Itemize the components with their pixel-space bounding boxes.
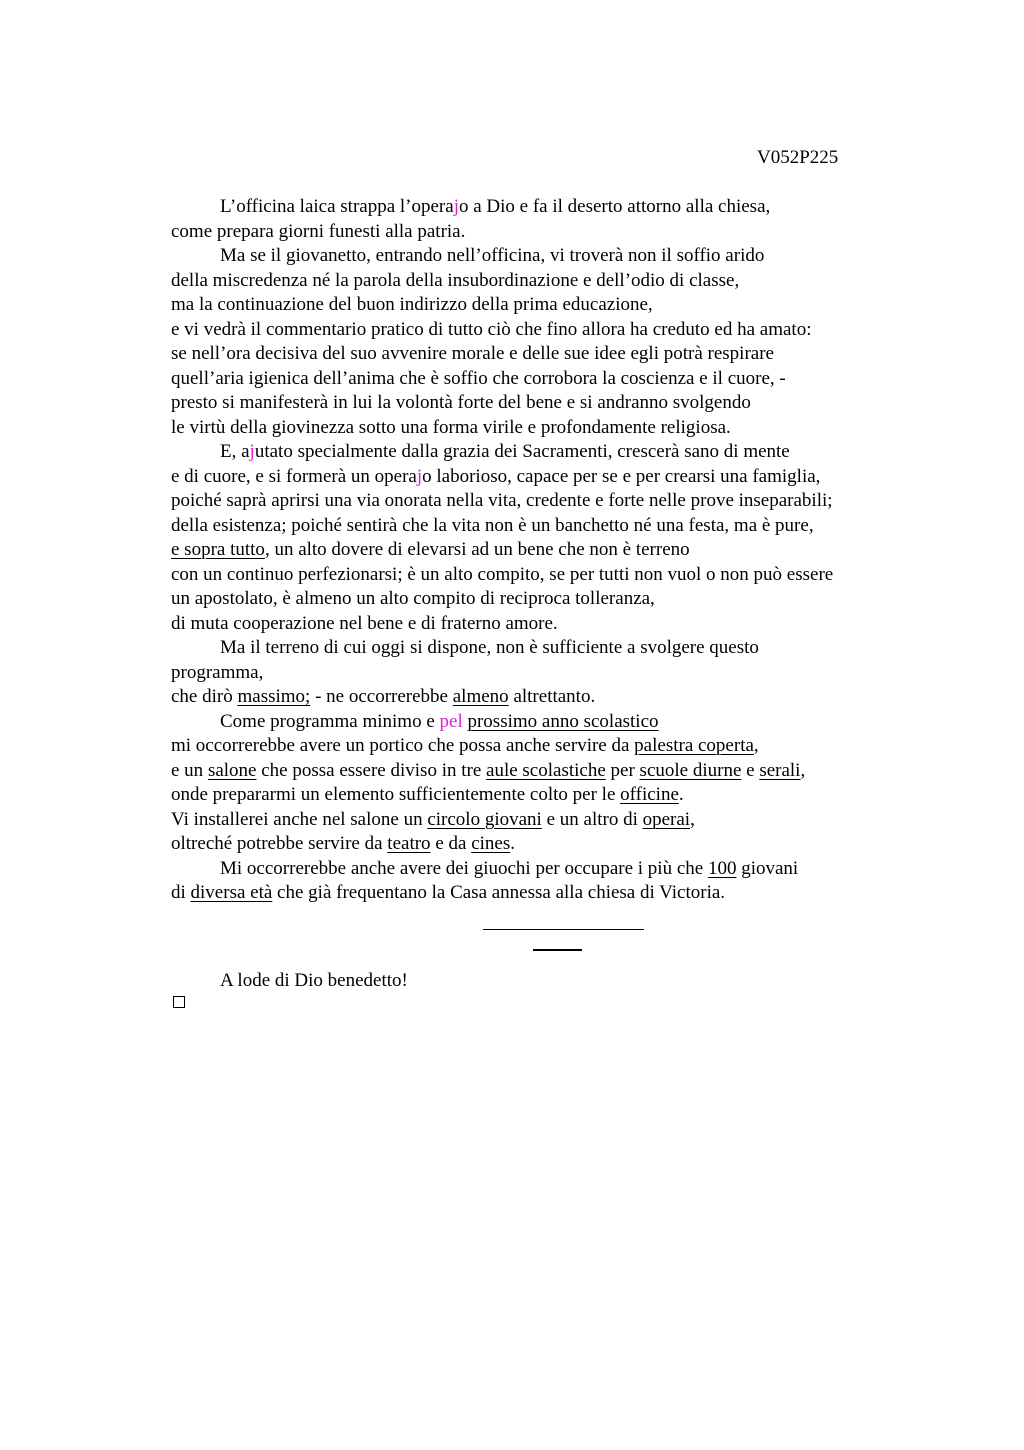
underlined-phrase: prossimo anno scolastico <box>467 710 659 732</box>
text-span: e un <box>171 759 208 781</box>
text-span: , un alto dovere di elevarsi ad un bene che non è terreno <box>264 539 690 560</box>
highlighted-letter: j <box>453 196 459 217</box>
underlined-phrase: cines <box>471 833 511 854</box>
underlined-phrase: diversa età <box>190 882 273 903</box>
text-span: Vi installerei anche nel salone un <box>171 808 428 830</box>
text-line: di muta cooperazione nel bene e di fraterno amore. <box>171 612 558 634</box>
text-span: che dirò <box>171 686 238 707</box>
text-line <box>171 710 911 735</box>
text-line <box>171 734 911 759</box>
text-line: presto si manifesterà in lui la volontà forte del bene e si andranno svolgendo <box>171 392 751 413</box>
empty-checkbox-icon <box>173 996 185 1008</box>
text-span: onde prepararmi un elemento sufficientemente colto per le <box>171 784 621 805</box>
text-span: Mi occorrerebbe anche avere dei giuochi per occupare i più che <box>220 857 708 879</box>
text-line <box>171 759 911 784</box>
text-line <box>171 685 911 710</box>
text-span: E, a <box>220 441 250 462</box>
underlined-phrase: officine <box>620 784 679 805</box>
section-divider-long <box>483 929 644 930</box>
underlined-phrase: circolo giovani <box>427 808 542 830</box>
highlighted-word: pel <box>439 710 463 732</box>
text-span: che già frequentano la Casa annessa alla chiesa di Victoria. <box>272 882 726 903</box>
text-span: . <box>678 784 684 805</box>
text-line <box>171 881 911 906</box>
underlined-phrase: 100 <box>707 857 737 879</box>
text-line <box>171 440 911 465</box>
text-line <box>171 832 911 857</box>
text-line: le virtù della giovinezza sotto una forma virile e profondamente religiosa. <box>171 416 731 438</box>
text-span: e da <box>430 833 472 854</box>
text-span: L’officina laica strappa l’opera <box>220 196 454 217</box>
text-line <box>171 465 911 490</box>
highlighted-letter: j <box>416 465 423 487</box>
highlighted-letter: j <box>249 441 255 462</box>
underlined-phrase: salone <box>207 759 257 781</box>
underlined-phrase: palestra coperta <box>634 735 754 756</box>
text-line: Ma se il giovanetto, entrando nell’officina, vi troverà non il soffio arido <box>220 245 765 266</box>
text-span: e <box>741 759 760 781</box>
text-span: utato specialmente dalla grazia dei Sacramenti, crescerà sano di mente <box>254 441 790 462</box>
text-line: della miscredenza né la parola della insubordinazione e dell’odio di classe, <box>171 269 740 291</box>
text-span: o a Dio e fa il deserto attorno alla chiesa, <box>458 196 771 217</box>
text-span: . <box>510 833 515 854</box>
text-line <box>171 538 911 563</box>
underlined-phrase: teatro <box>387 833 431 854</box>
text-span: e di cuore, e si formerà un opera <box>171 465 417 487</box>
text-line: quell’aria igienica dell’anima che è soffio che corrobora la coscienza e il cuore, - <box>171 367 786 389</box>
text-span: - ne occorrerebbe <box>310 686 453 707</box>
underlined-phrase: e sopra tutto <box>171 539 265 560</box>
text-line: se nell’ora decisiva del suo avvenire morale e delle sue idee egli potrà respirare <box>171 343 774 364</box>
text-line: e vi vedrà il commentario pratico di tutto ciò che fino allora ha creduto ed ha amato: <box>171 318 812 340</box>
text-line: come prepara giorni funesti alla patria. <box>171 220 466 242</box>
text-line: Ma il terreno di cui oggi si dispone, non è sufficiente a svolgere questo <box>220 637 759 658</box>
body-text <box>171 195 911 906</box>
text-line <box>171 783 911 808</box>
text-line <box>171 808 911 833</box>
text-line: poiché saprà aprirsi una via onorata nella vita, credente e forte nelle prove inseparabili; <box>171 490 833 511</box>
text-span: mi occorrerebbe avere un portico che possa anche servire da <box>171 735 635 756</box>
text-line: con un continuo perfezionarsi; è un alto compito, se per tutti non vuol o non può essere <box>171 563 834 585</box>
text-line <box>171 857 911 882</box>
text-line <box>171 195 911 220</box>
text-span: di <box>171 882 191 903</box>
underlined-phrase: serali <box>759 759 801 781</box>
closing-line: A lode di Dio benedetto! <box>220 970 408 991</box>
text-line: programma, <box>171 661 264 683</box>
underlined-phrase: massimo; <box>237 686 311 707</box>
text-span: che possa essere diviso in tre <box>256 759 487 781</box>
text-span: , <box>753 735 759 756</box>
text-span: altrettanto. <box>508 686 596 707</box>
text-span: , <box>800 759 806 781</box>
page-identifier: V052P225 <box>757 147 839 168</box>
text-span: e un altro di <box>541 808 643 830</box>
text-line: ma la continuazione del buon indirizzo della prima educazione, <box>171 294 653 315</box>
text-span: per <box>605 759 640 781</box>
underlined-phrase: operai <box>642 808 691 830</box>
text-span: oltreché potrebbe servire da <box>171 833 388 854</box>
text-span: Come programma minimo e <box>220 710 440 732</box>
text-line: della esistenza; poiché sentirà che la vita non è un banchetto né una festa, ma è pure, <box>171 514 814 536</box>
underlined-phrase: aule scolastiche <box>486 759 606 781</box>
text-span: , <box>690 808 695 830</box>
text-span: o laborioso, capace per se e per crearsi una famiglia, <box>422 465 821 487</box>
underlined-phrase: almeno <box>452 686 509 707</box>
text-line: un apostolato, è almeno un alto compito di reciproca tolleranza, <box>171 588 655 609</box>
section-divider-short <box>533 949 582 951</box>
text-span: giovani <box>736 857 799 879</box>
underlined-phrase: scuole diurne <box>639 759 742 781</box>
